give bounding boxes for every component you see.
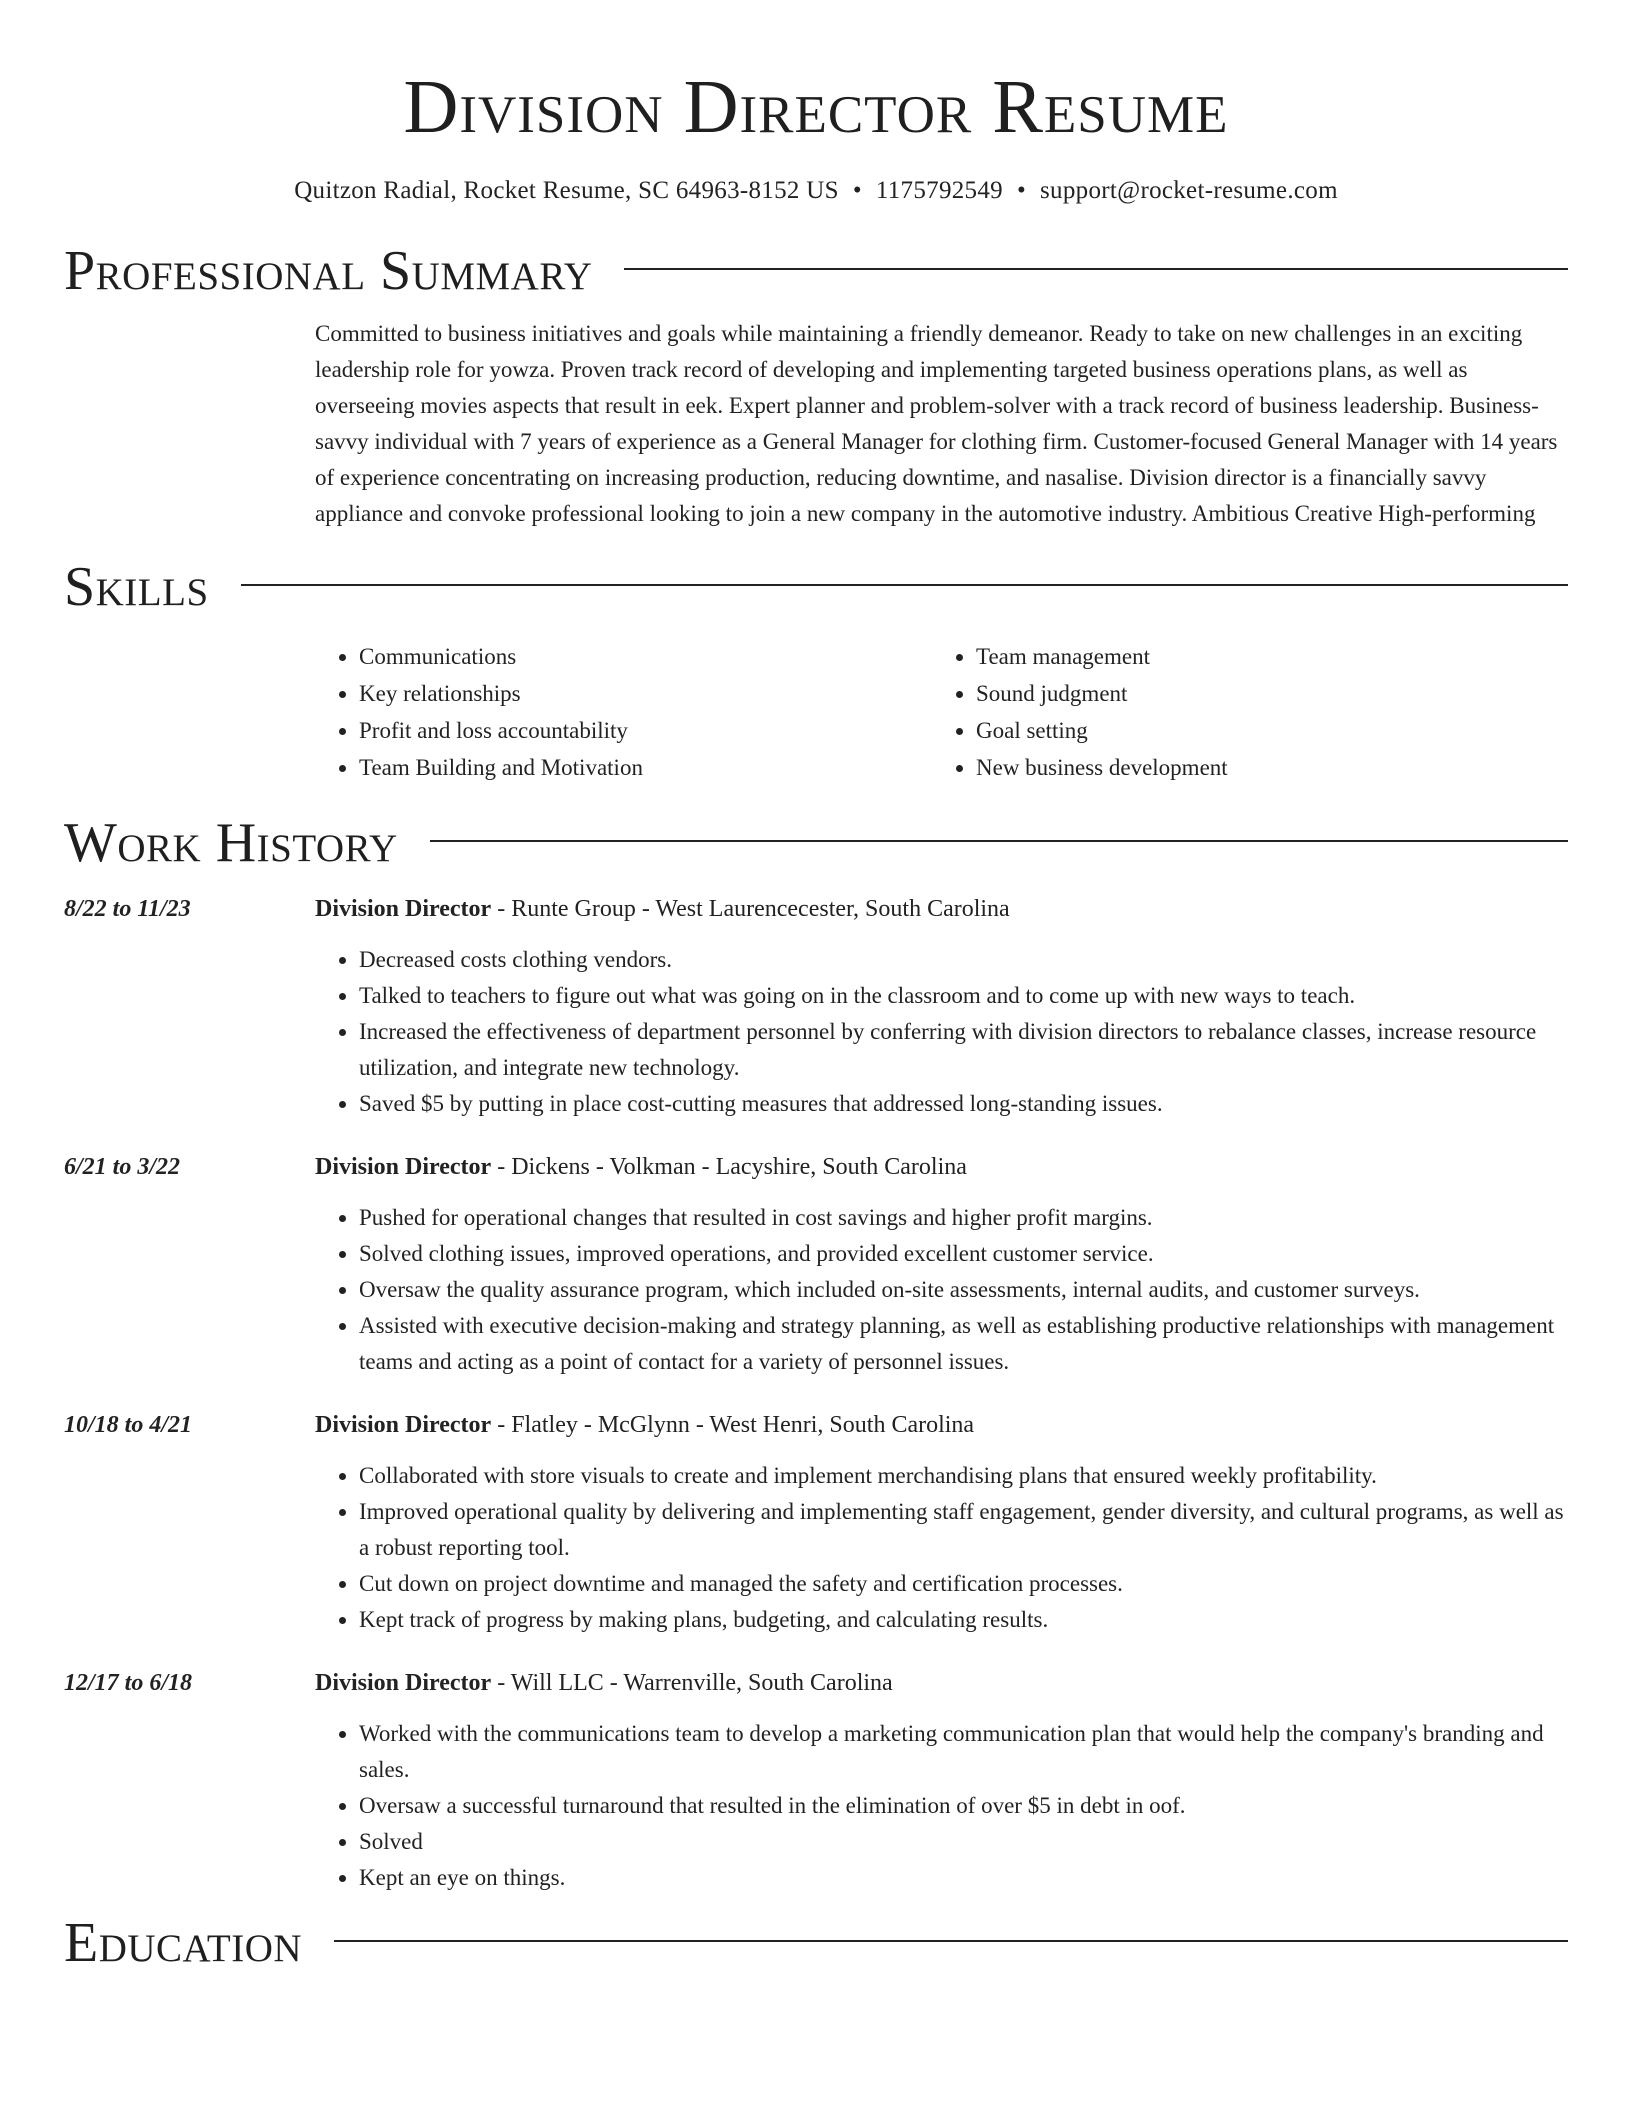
section-divider <box>430 840 1568 842</box>
job-dates: 10/18 to 4/21 <box>64 1412 193 1438</box>
skills-heading: Skills <box>64 556 209 618</box>
job-title: Division Director <box>315 1670 492 1696</box>
section-divider <box>334 1940 1568 1942</box>
education-section-header <box>64 1910 1568 1976</box>
job-title: Division Director <box>315 896 492 922</box>
job-header <box>315 1408 1568 1442</box>
job-bullet: • Cut down on project downtime and managed the safety and certification processes. <box>359 1566 1568 1602</box>
work-heading: Work History <box>64 812 398 874</box>
job-bullets <box>315 942 1568 1122</box>
job-content <box>315 892 1568 1122</box>
job-bullet: • Oversaw a successful turnaround that resulted in the elimination of over $5 in debt in oof. <box>359 1788 1568 1824</box>
skills-section <box>315 638 1568 786</box>
work-section <box>64 892 1568 1896</box>
job-bullet: • Solved <box>359 1824 1568 1860</box>
job-title: Division Director <box>315 1154 492 1180</box>
job-bullet: • Assisted with executive decision-making and strategy planning, as well as establishing productive relationships with management teams and acting as a point of contact for a variety of personnel issues. <box>359 1308 1568 1380</box>
job-header <box>315 1666 1568 1700</box>
job-title: Division Director <box>315 1412 492 1438</box>
job-dates: 6/21 to 3/22 <box>64 1154 181 1180</box>
job-bullets <box>315 1200 1568 1380</box>
job-entry <box>64 1408 1568 1638</box>
job-bullets <box>315 1716 1568 1896</box>
job-bullet: • Kept track of progress by making plans, budgeting, and calculating results. <box>359 1602 1568 1638</box>
job-header <box>315 892 1568 926</box>
job-bullets <box>315 1458 1568 1638</box>
skill-item: • Team Building and Motivation <box>359 749 932 786</box>
job-entry <box>64 1150 1568 1380</box>
skill-item: • Profit and loss accountability <box>359 712 932 749</box>
education-heading: Education <box>64 1912 303 1974</box>
skills-list-left <box>315 638 932 786</box>
job-bullet: • Talked to teachers to figure out what was going on in the classroom and to come up with new ways to teach. <box>359 978 1568 1014</box>
job-bullet: • Decreased costs clothing vendors. <box>359 942 1568 978</box>
work-section-header <box>64 810 1568 876</box>
resume-title: Division Director Resume <box>403 65 1229 149</box>
job-bullet: • Saved $5 by putting in place cost-cutting measures that addressed long-standing issues. <box>359 1086 1568 1122</box>
summary-section <box>315 316 1568 532</box>
job-bullet: • Kept an eye on things. <box>359 1860 1568 1896</box>
contact-separator: • <box>1016 177 1027 204</box>
skill-item: • Goal setting <box>976 712 1549 749</box>
job-company: - Will LLC - Warrenville, South Carolina <box>491 1670 893 1696</box>
skill-item: • Communications <box>359 638 932 675</box>
job-company: - Dickens - Volkman - Lacyshire, South Carolina <box>491 1154 967 1180</box>
contact-line <box>64 174 1568 208</box>
job-content <box>315 1150 1568 1380</box>
job-content <box>315 1666 1568 1896</box>
job-company: - Flatley - McGlynn - West Henri, South Carolina <box>491 1412 975 1438</box>
job-header <box>315 1150 1568 1184</box>
contact-separator: • <box>852 177 862 204</box>
summary-text: Committed to business initiatives and goals while maintaining a friendly demeanor. Ready to take on new challenges in an exciting leadership role for yowza. Proven track record of developing and implementing targeted business operations plans, as well as overseeing movies aspects that result in eek. Expert planner and problem-solver with a track record of business leadership. Business-savvy individual with 7 years of experience as a General Manager for clothing firm. Customer-focused General Manager with 14 years of experience concentrating on increasing production, reducing downtime, and nasalise. Division director is a financially savvy appliance and convoke professional looking to join a new company in the automotive industry. Ambitious Creative High-performing <box>315 321 1558 526</box>
job-bullet: • Increased the effectiveness of department personnel by conferring with division directors to rebalance classes, increase resource utilization, and integrate new technology. <box>359 1014 1568 1086</box>
job-bullet: • Collaborated with store visuals to create and implement merchandising plans that ensured weekly profitability. <box>359 1458 1568 1494</box>
contact-address: Quitzon Radial, Rocket Resume, SC 64963-8152 US <box>294 177 839 204</box>
skill-item: • Sound judgment <box>976 675 1549 712</box>
job-entry <box>64 1666 1568 1896</box>
contact-email: support@rocket-resume.com <box>1040 177 1338 204</box>
skills-section-header <box>64 554 1568 620</box>
section-divider <box>241 584 1568 586</box>
job-content <box>315 1408 1568 1638</box>
skills-list-right <box>932 638 1549 786</box>
section-divider <box>624 268 1568 270</box>
resume-page <box>64 0 1568 1976</box>
job-bullet: • Pushed for operational changes that resulted in cost savings and higher profit margins. <box>359 1200 1568 1236</box>
job-bullet: • Solved clothing issues, improved operations, and provided excellent customer service. <box>359 1236 1568 1272</box>
job-bullet: • Oversaw the quality assurance program, which included on-site assessments, internal audits, and customer surveys. <box>359 1272 1568 1308</box>
skill-item: • Team management <box>976 638 1549 675</box>
summary-heading: Professional Summary <box>64 240 593 302</box>
skill-item: • New business development <box>976 749 1549 786</box>
job-dates: 12/17 to 6/18 <box>64 1670 193 1696</box>
job-entry <box>64 892 1568 1122</box>
skill-item: • Key relationships <box>359 675 932 712</box>
summary-section-header <box>64 238 1568 304</box>
contact-phone: 1175792549 <box>875 177 1003 204</box>
job-dates: 8/22 to 11/23 <box>64 896 191 922</box>
job-bullet: • Worked with the communications team to develop a marketing communication plan that would help the company's branding and sales. <box>359 1716 1568 1788</box>
job-bullet: • Improved operational quality by delivering and implementing staff engagement, gender diversity, and cultural programs, as well as a robust reporting tool. <box>359 1494 1568 1566</box>
job-company: - Runte Group - West Laurencecester, South Carolina <box>491 896 1010 922</box>
